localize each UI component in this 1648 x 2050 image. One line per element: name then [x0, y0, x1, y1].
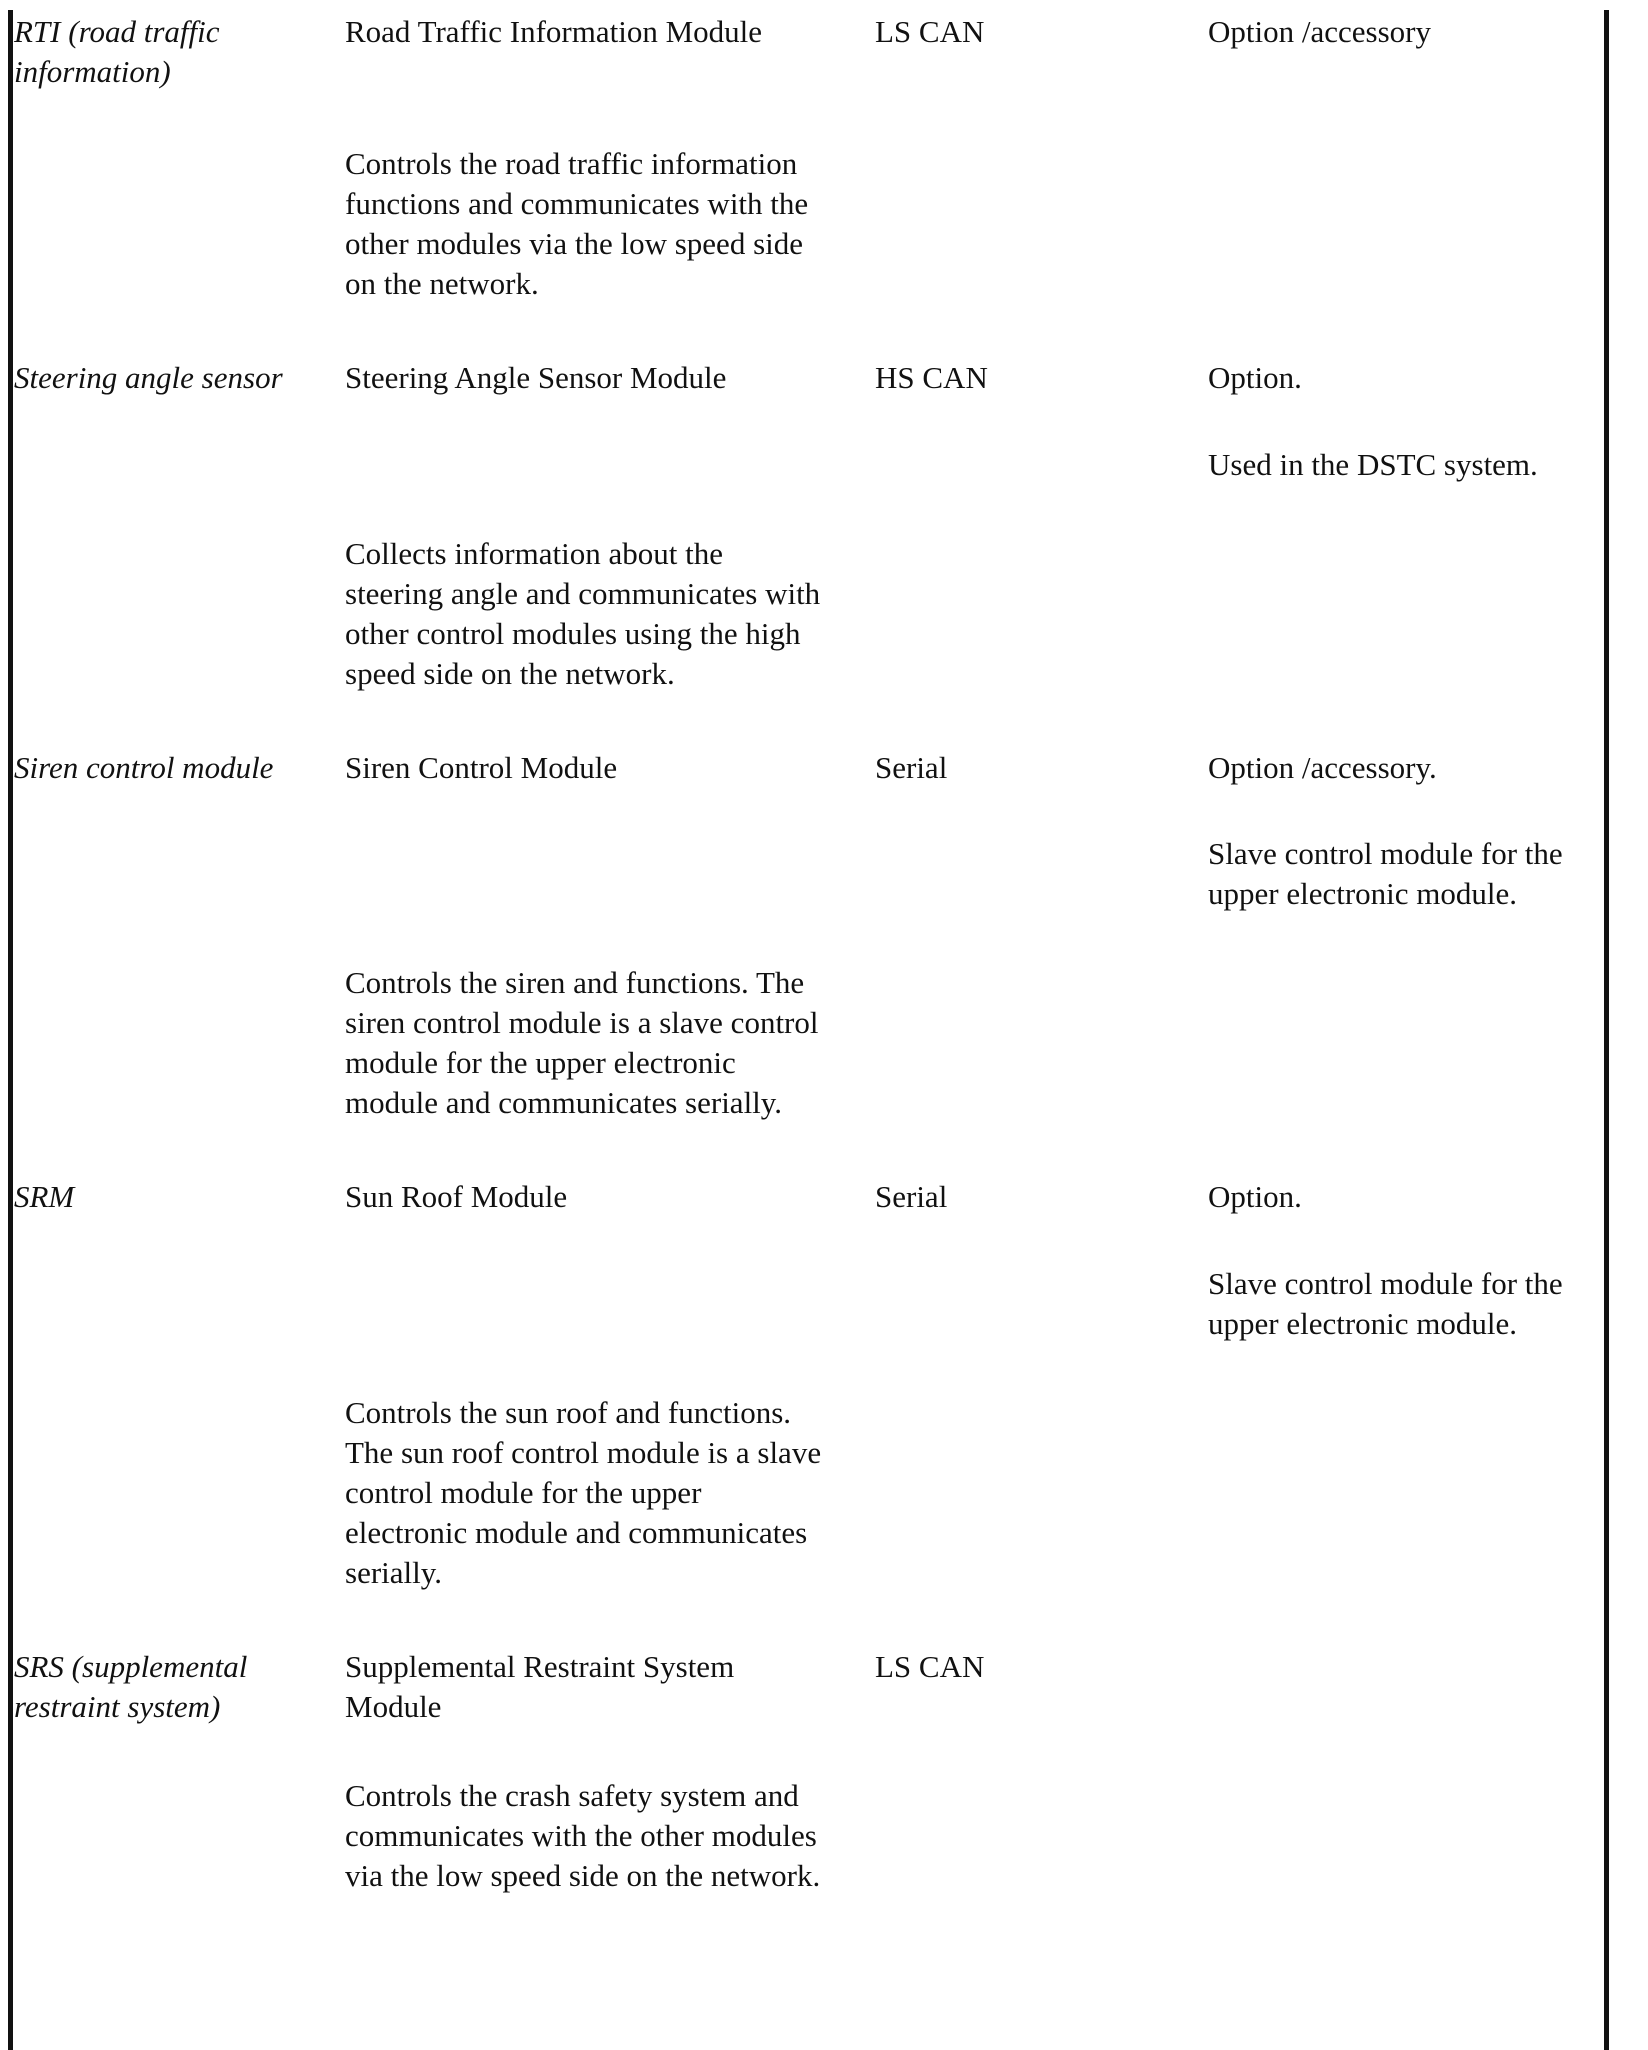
- module-description: functions and communicates with the: [345, 186, 809, 221]
- module-description: communicates with the other modules: [345, 1818, 817, 1853]
- module-abbreviation: Steering angle sensor: [14, 360, 283, 395]
- module-note: upper electronic module.: [1208, 876, 1518, 911]
- module-note: upper electronic module.: [1208, 1306, 1518, 1341]
- module-description: speed side on the network.: [345, 656, 675, 691]
- bus-type: Serial: [875, 1179, 948, 1214]
- module-note: Option /accessory: [1208, 14, 1431, 49]
- module-abbreviation: Siren control module: [14, 750, 274, 785]
- module-name: Module: [345, 1689, 442, 1724]
- module-description: control module for the upper: [345, 1475, 702, 1510]
- module-abbreviation: SRS (supplemental: [14, 1649, 248, 1684]
- module-abbreviation: information): [14, 54, 171, 89]
- module-description: Controls the road traffic information: [345, 146, 798, 181]
- module-abbreviation: SRM: [14, 1179, 75, 1214]
- module-note: Option /accessory.: [1208, 750, 1437, 785]
- module-description: Collects information about the: [345, 536, 723, 571]
- module-description: Controls the sun roof and functions.: [345, 1395, 792, 1430]
- module-note: Option.: [1208, 1179, 1302, 1214]
- module-description: Controls the crash safety system and: [345, 1778, 799, 1813]
- module-description: other modules via the low speed side: [345, 226, 804, 261]
- module-note: Slave control module for the: [1208, 1266, 1563, 1301]
- table-right-border: [1604, 10, 1609, 2050]
- module-description: electronic module and communicates: [345, 1515, 808, 1550]
- module-description: on the network.: [345, 266, 539, 301]
- module-description: other control modules using the high: [345, 616, 801, 651]
- module-name: Sun Roof Module: [345, 1179, 568, 1214]
- module-description: serially.: [345, 1555, 442, 1590]
- bus-type: HS CAN: [875, 360, 988, 395]
- module-note: Slave control module for the: [1208, 836, 1563, 871]
- bus-type: LS CAN: [875, 14, 985, 49]
- module-description: Controls the siren and functions. The: [345, 965, 805, 1000]
- bus-type: Serial: [875, 750, 948, 785]
- module-description: module and communicates serially.: [345, 1085, 783, 1120]
- module-description: via the low speed side on the network.: [345, 1858, 821, 1893]
- module-description: module for the upper electronic: [345, 1045, 736, 1080]
- module-abbreviation: RTI (road traffic: [14, 14, 220, 49]
- module-note: Option.: [1208, 360, 1302, 395]
- module-name: Road Traffic Information Module: [345, 14, 763, 49]
- table-left-border: [8, 10, 13, 2050]
- module-note: Used in the DSTC system.: [1208, 447, 1538, 482]
- module-description: siren control module is a slave control: [345, 1005, 819, 1040]
- module-description: The sun roof control module is a slave: [345, 1435, 822, 1470]
- module-abbreviation: restraint system): [14, 1689, 221, 1724]
- module-name: Supplemental Restraint System: [345, 1649, 735, 1684]
- module-name: Steering Angle Sensor Module: [345, 360, 727, 395]
- module-name: Siren Control Module: [345, 750, 618, 785]
- module-description: steering angle and communicates with: [345, 576, 821, 611]
- bus-type: LS CAN: [875, 1649, 985, 1684]
